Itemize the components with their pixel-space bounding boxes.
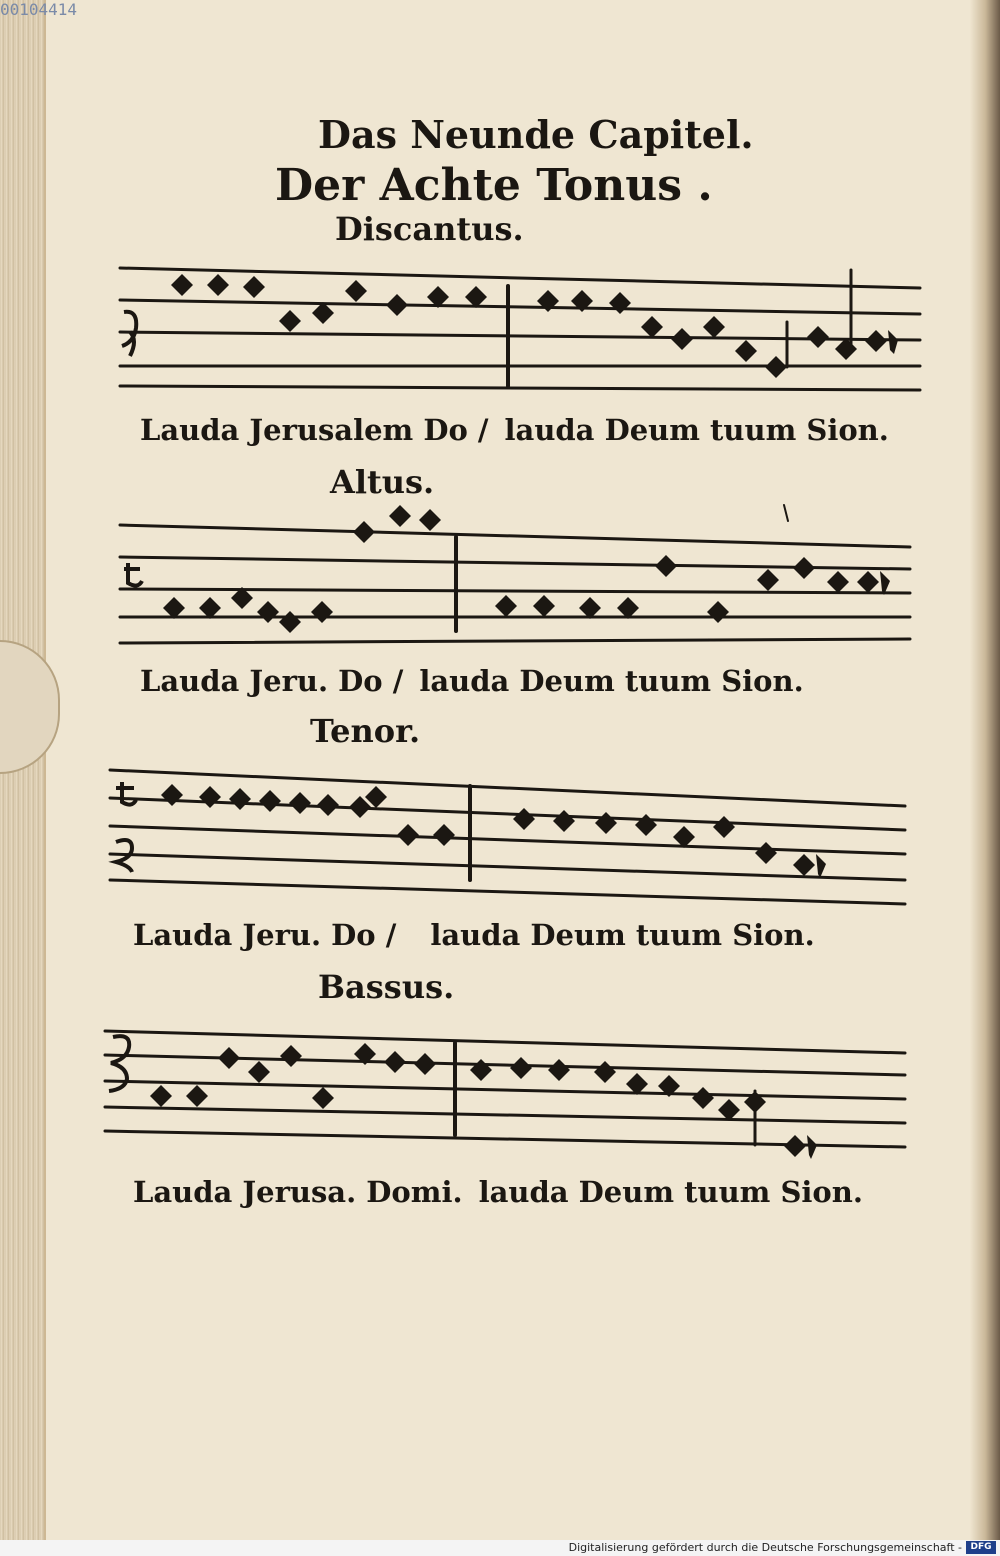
lyric-tenor xyxy=(133,918,815,952)
voice-title-bassus: Bassus. xyxy=(318,968,455,1006)
lyric-discantus xyxy=(140,413,889,447)
notes-bassus xyxy=(150,1043,817,1159)
notes-altus xyxy=(163,505,890,633)
lyric-tenor-a: Lauda Jeru. Do / xyxy=(133,918,397,952)
lyric-altus xyxy=(140,664,804,698)
staff-discantus xyxy=(120,262,925,397)
chapter-title: Das Neunde Capitel. xyxy=(318,112,754,157)
staff-tenor xyxy=(110,762,910,912)
lyric-bassus-b: lauda Deum tuum Sion. xyxy=(478,1175,863,1209)
book-gutter-shadow xyxy=(970,0,1000,1540)
scan-id: 00104414 xyxy=(0,0,78,19)
staff-bassus xyxy=(105,1025,910,1170)
lyric-tenor-b: lauda Deum tuum Sion. xyxy=(430,918,815,952)
footer-credit: Digitalisierung gefördert durch die Deutsche Forschungsgemeinschaft - xyxy=(568,1541,962,1554)
dfg-logo: DFG xyxy=(966,1541,996,1554)
lyric-altus-b: lauda Deum tuum Sion. xyxy=(419,664,804,698)
voice-title-discantus: Discantus. xyxy=(335,210,524,248)
lyric-altus-a: Lauda Jeru. Do / xyxy=(140,664,404,698)
voice-title-altus: Altus. xyxy=(330,463,435,501)
lyric-bassus xyxy=(133,1175,863,1209)
lyric-discantus-a: Lauda Jerusalem Do / xyxy=(140,413,489,447)
tonus-title: Der Achte Tonus . xyxy=(275,160,713,211)
voice-title-tenor: Tenor. xyxy=(310,712,421,750)
staff-altus xyxy=(120,505,915,645)
lyric-discantus-b: lauda Deum tuum Sion. xyxy=(504,413,889,447)
lyric-bassus-a: Lauda Jerusa. Domi. xyxy=(133,1175,463,1209)
